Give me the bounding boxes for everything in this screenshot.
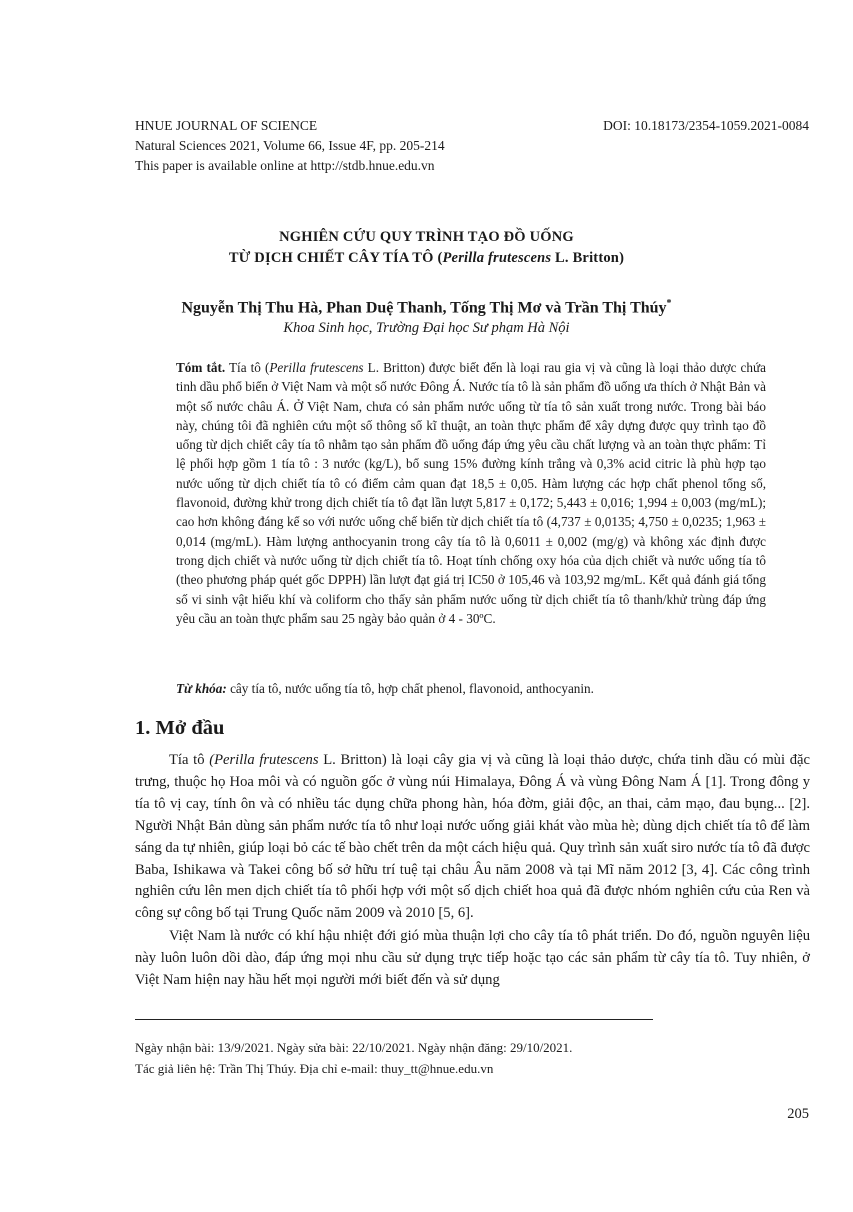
journal-name: HNUE JOURNAL OF SCIENCE bbox=[135, 118, 318, 133]
abstract-species: Perilla frutescens bbox=[269, 360, 364, 375]
title-prefix: TỪ DỊCH CHIẾT CÂY TÍA TÔ ( bbox=[228, 250, 443, 266]
footnote-contact: Tác giả liên hệ: Trần Thị Thúy. Địa chỉ e-mail: thuy_tt@hnue.edu.vn bbox=[135, 1061, 494, 1076]
paragraph-1 bbox=[135, 750, 810, 925]
paper-title-line2 bbox=[0, 248, 853, 269]
author-names: Nguyễn Thị Thu Hà, Phan Duệ Thanh, Tống Thị Mơ và Trần Thị Thúy bbox=[181, 299, 667, 317]
section-heading: 1. Mở đầu bbox=[135, 717, 225, 739]
doi: DOI: 10.18173/2354-1059.2021-0084 bbox=[603, 118, 809, 133]
page-number: 205 bbox=[787, 1106, 809, 1122]
section-body bbox=[135, 750, 810, 992]
paragraph-2: Việt Nam là nước có khí hậu nhiệt đới gió mùa thuận lợi cho cây tía tô phát triển. Do đó, nguồn nguyên liệu này luôn luôn dồi dào, đáp ứng mọi nhu cầu sử dụng trực tiếp hoặc tạo các sản phẩm từ cây tía tô. Tuy nhiên, ở Việt Nam hiện nay hầu hết mọi người mới biết đến và sử dụng bbox=[135, 928, 810, 989]
p1-text: L. Britton) là loại cây gia vị và cũng là loại thảo dược, chứa tinh dầu có mùi đặc trưng, thuộc họ Hoa môi và có nguồn gốc ở vùng núi Himalaya, Đông Á và vùng Đông Nam Á [1]. Trong đông y tía tô vị cay, tính ôn và có nhiều tác dụng chữa phong hàn, hóa đờm, giải độc, an thai, cảm mạo, đau bụng... [2]. Người Nhật Bản dùng sản phẩm nước tía tô như loại nước uống giải khát vào mùa hè; dùng dịch chiết tía tô để làm sáng da tự nhiên, giúp loại bỏ các tế bào chết trên da một cách hiệu quả. Quy trình sản xuất siro nước tía tô đã được Baba, Ishikawa và Takei công bố sở hữu trí tuệ tại châu Âu năm 2008 và tại Mĩ năm 2012 [3, 4]. Các công trình nghiên cứu lên men dịch chiết tía tô phối hợp với một số dịch chiết hoa quả đã được nhóm nghiên cứu của Ren và công sự công bố tại Trung Quốc năm 2009 và 2010 [5, 6]. bbox=[135, 752, 810, 922]
abstract-text: L. Britton) được biết đến là loại rau gia vị và cũng là loại thảo dược chứa tinh dầu phổ biến ở Việt Nam và một số nước Đông Á. Nước tía tô là sản phẩm đồ uống ưa thích ở Nhật Bản và một số nước châu Á. Ở Việt Nam, chưa có sản phẩm nước uống từ tía tô sản xuất trong nước. Trong bài báo này, chúng tôi đã nghiên cứu một số thông số kĩ thuật, an toàn thực phẩm để xây dựng được quy trình tạo đồ uống từ dịch chiết cây tía tô nhằm tạo sản phẩm đồ uống đáp ứng yêu cầu chất lượng và an toàn thực phẩm: Tỉ lệ phối hợp gồm 1 tía tô : 3 nước (kg/L), bổ sung 15% đường kính trắng và 0,3% acid citric là phù hợp tạo nước uống từ dịch chiết tía tô có điểm cảm quan đạt 18,5 ± 0,05. Hàm lượng các hợp chất phenol tổng số, flavonoid, đường khử trong dịch chiết tía tô đạt lần lượt 5,817 ± 0,172; 5,443 ± 0,016; 1,994 ± 0,003 (mg/mL); cao hơn không đáng kể so với nước uống chế biến từ dịch chiết tía tô (4,737 ± 0,0135; 4,750 ± 0,0235; 1,963 ± 0,014 (mg/mL). Hàm lượng anthocyanin trong cây tía tô là 0,6011 ± 0,002 (mg/g) và không xác định được trong dịch chiết và nước uống từ dịch chiết tía tô. Hoạt tính chống oxy hóa của dịch chiết và nước uống tía tô (theo phương pháp quét gốc DPPH) lần lượt đạt giá trị IC50 ở 105,46 và 103,92 mg/mL. Kết quả đánh giá tổng số vi sinh vật hiếu khí và coliform cho thấy sản phẩm nước uống từ dịch chiết tía tô thanh/khử trùng đáp ứng yêu cầu an toàn thực phẩm sau 25 ngày bảo quản ở 4 - 30ºC. bbox=[176, 360, 767, 626]
affiliation: Khoa Sinh học, Trường Đại học Sư phạm Hà Nội bbox=[283, 320, 570, 336]
footnote-dates: Ngày nhận bài: 13/9/2021. Ngày sửa bài: 22/10/2021. Ngày nhận đăng: 29/10/2021. bbox=[135, 1040, 573, 1055]
keywords-label: Từ khóa: bbox=[176, 681, 227, 696]
title-species: Perilla frutescens bbox=[442, 250, 552, 266]
keywords bbox=[176, 679, 766, 698]
authors bbox=[0, 293, 853, 319]
keywords-text: cây tía tô, nước uống tía tô, hợp chất phenol, flavonoid, anthocyanin. bbox=[226, 681, 594, 696]
corresponding-mark: * bbox=[666, 298, 672, 309]
paper-title-line1: NGHIÊN CỨU QUY TRÌNH TẠO ĐỒ UỐNG bbox=[279, 229, 574, 245]
journal-volume: Natural Sciences 2021, Volume 66, Issue 4F, pp. 205-214 bbox=[135, 138, 445, 153]
title-suffix: L. Britton) bbox=[551, 250, 625, 266]
abstract bbox=[176, 358, 766, 628]
journal-online: This paper is available online at http://stdb.hnue.edu.vn bbox=[135, 158, 435, 173]
p1-lead: Tía tô bbox=[169, 752, 210, 768]
p1-species: (Perilla frutescens bbox=[209, 752, 319, 768]
abstract-lead: Tía tô ( bbox=[225, 360, 270, 375]
abstract-label: Tóm tắt. bbox=[176, 360, 226, 375]
footnote-divider bbox=[135, 1019, 653, 1020]
